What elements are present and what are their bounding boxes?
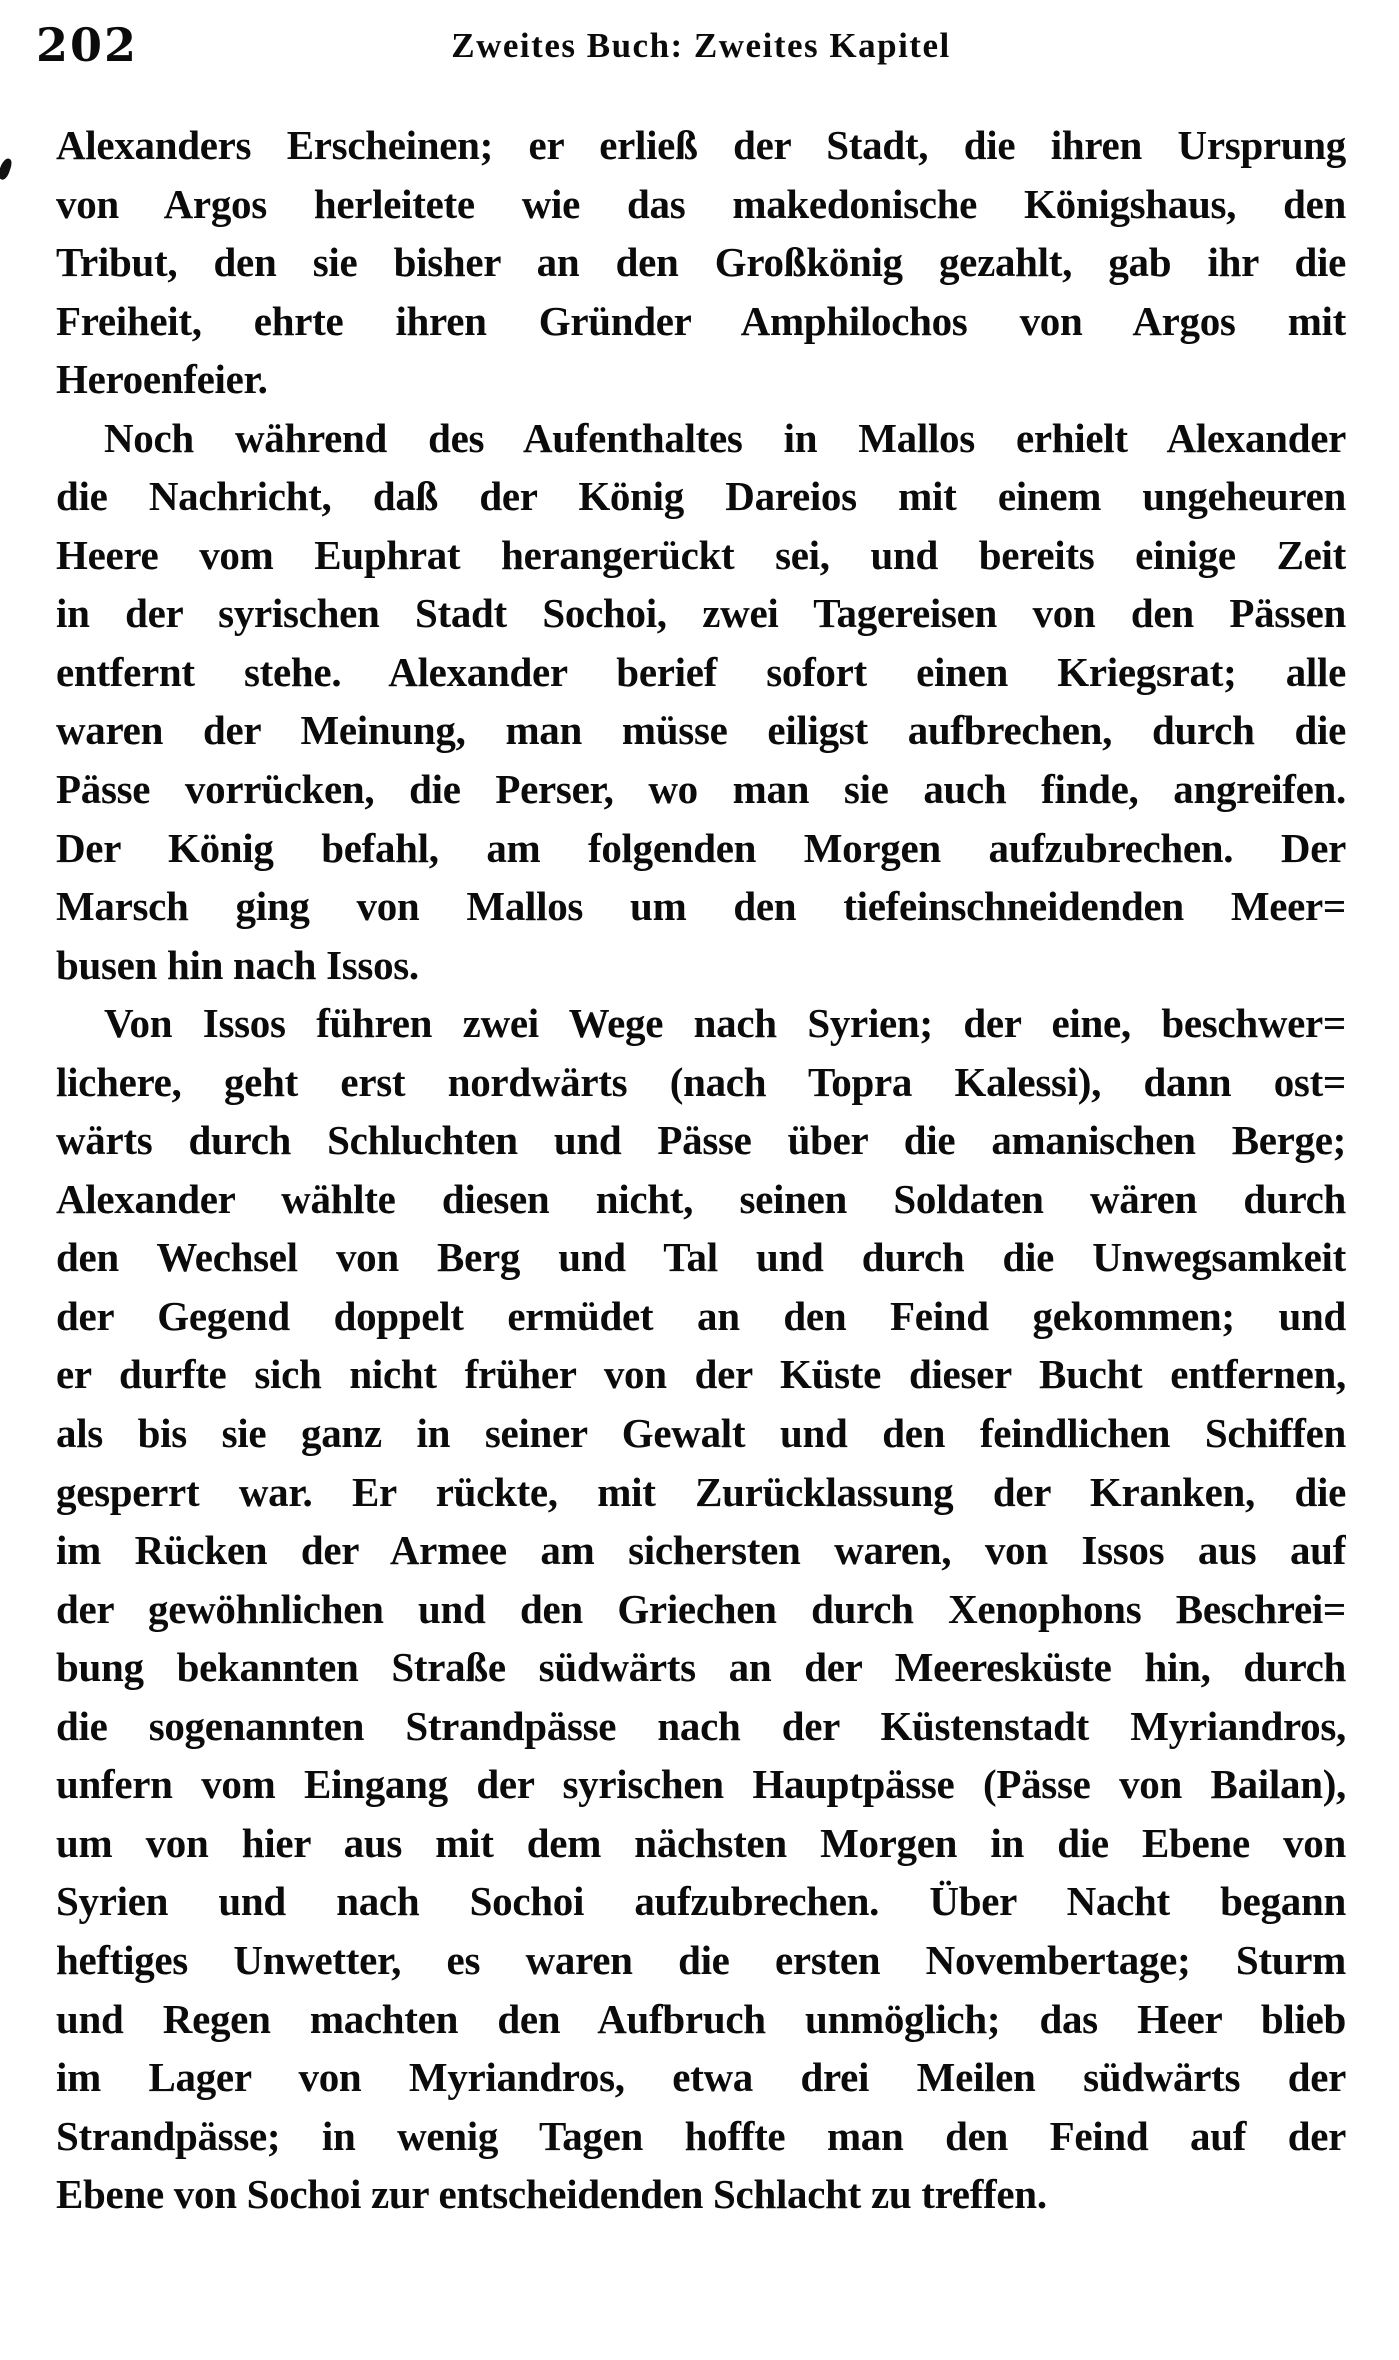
text-line-28: die sogenannten Strandpässe nach der Küstenstadt Myriandros, xyxy=(56,1702,1346,1749)
text-line-3: Tribut, den sie bisher an den Großkönig gezahlt, gab ihr die xyxy=(56,239,1346,286)
text-line-36: Ebene von Sochoi zur entscheidenden Schlacht zu treffen. xyxy=(56,2171,1047,2218)
running-header: Zweites Buch: Zweites Kapitel xyxy=(451,26,951,65)
text-line-25: im Rücken der Armee am sichersten waren, von Issos aus auf xyxy=(56,1527,1346,1574)
text-line-16: Von Issos führen zwei Wege nach Syrien; der eine, beschwer= xyxy=(104,1000,1346,1047)
text-line-31: Syrien und nach Sochoi aufzubrechen. Über Nacht begann xyxy=(56,1878,1346,1925)
text-line-30: um von hier aus mit dem nächsten Morgen in die Ebene von xyxy=(56,1819,1346,1866)
text-line-21: der Gegend doppelt ermüdet an den Feind gekommen; und xyxy=(56,1292,1346,1339)
text-line-20: den Wechsel von Berg und Tal und durch die Unwegsamkeit xyxy=(56,1234,1346,1281)
text-line-19: Alexander wählte diesen nicht, seinen Soldaten wären durch xyxy=(56,1175,1346,1222)
text-line-26: der gewöhnlichen und den Griechen durch Xenophons Beschrei= xyxy=(56,1585,1346,1632)
text-line-17: lichere, geht erst nordwärts (nach Topra Kalessi), dann ost= xyxy=(56,1058,1346,1105)
ink-speck xyxy=(0,157,13,181)
text-line-1: Alexanders Erscheinen; er erließ der Stadt, die ihren Ursprung xyxy=(56,122,1346,168)
text-line-24: gesperrt war. Er rückte, mit Zurücklassung der Kranken, die xyxy=(56,1468,1346,1515)
text-line-34: im Lager von Myriandros, etwa drei Meilen südwärts der xyxy=(56,2054,1346,2101)
text-line-4: Freiheit, ehrte ihren Gründer Amphilochos von Argos mit xyxy=(56,297,1346,344)
text-line-5: Heroenfeier. xyxy=(56,356,268,403)
text-line-22: er durfte sich nicht früher von der Küste dieser Bucht entfernen, xyxy=(56,1351,1346,1398)
text-line-29: unfern vom Eingang der syrischen Hauptpässe (Pässe von Bailan), xyxy=(56,1761,1346,1808)
text-line-6: Noch während des Aufenthaltes in Mallos erhielt Alexander xyxy=(104,414,1346,461)
text-line-23: als bis sie ganz in seiner Gewalt und den feindlichen Schiffen xyxy=(56,1410,1346,1457)
text-line-14: Marsch ging von Mallos um den tiefeinschneidenden Meer= xyxy=(56,883,1346,930)
text-block xyxy=(56,116,1346,2224)
text-line-11: waren der Meinung, man müsse eiligst aufbrechen, durch die xyxy=(56,707,1346,754)
text-line-18: wärts durch Schluchten und Pässe über die amanischen Berge; xyxy=(56,1117,1346,1164)
text-line-7: die Nachricht, daß der König Dareios mit einem ungeheuren xyxy=(56,473,1346,520)
text-line-15: busen hin nach Issos. xyxy=(56,941,419,988)
page-number: 202 xyxy=(36,18,139,72)
text-line-33: und Regen machten den Aufbruch unmöglich; das Heer blieb xyxy=(56,1995,1346,2042)
text-line-27: bung bekannten Straße südwärts an der Meeresküste hin, durch xyxy=(56,1644,1346,1691)
text-line-13: Der König befahl, am folgenden Morgen aufzubrechen. Der xyxy=(56,824,1346,871)
text-line-35: Strandpässe; in wenig Tagen hoffte man den Feind auf der xyxy=(56,2112,1346,2159)
text-line-10: entfernt stehe. Alexander berief sofort einen Kriegsrat; alle xyxy=(56,648,1346,695)
text-line-32: heftiges Unwetter, es waren die ersten Novembertage; Sturm xyxy=(56,1936,1346,1983)
text-line-2: von Argos herleitete wie das makedonische Königshaus, den xyxy=(56,180,1346,227)
text-line-9: in der syrischen Stadt Sochoi, zwei Tagereisen von den Pässen xyxy=(56,590,1346,637)
text-line-8: Heere vom Euphrat herangerückt sei, und bereits einige Zeit xyxy=(56,531,1346,578)
text-line-12: Pässe vorrücken, die Perser, wo man sie auch finde, angreifen. xyxy=(56,766,1346,813)
